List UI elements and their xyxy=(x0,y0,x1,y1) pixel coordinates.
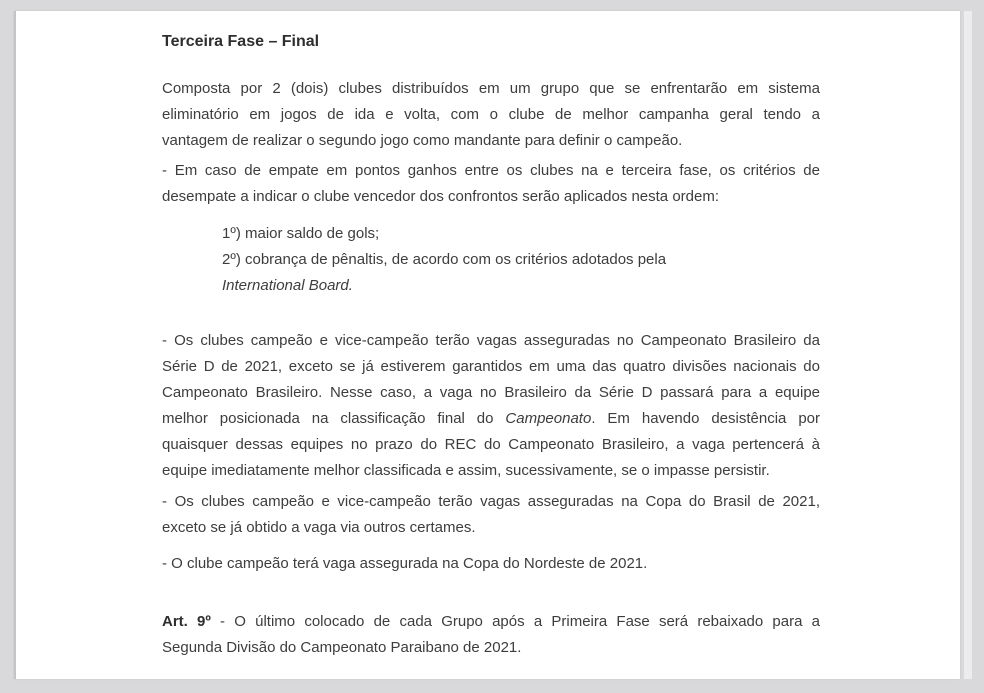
paragraph-serie-d-spots xyxy=(162,328,820,484)
tiebreak-criteria-list xyxy=(162,221,820,299)
document-content xyxy=(16,11,960,661)
paragraph-copa-brasil xyxy=(162,489,820,541)
text-line: equipe imediatamente melhor classificada e assim, sucessivamente, se o impasse persistir. xyxy=(162,462,770,479)
text-segment: . Em havendo desistência por xyxy=(591,410,820,427)
text-line: Campeonato Brasileiro. Nesse caso, a vaga no Brasileiro da Série D passará para a equipe xyxy=(162,384,820,401)
text-line: - Os clubes campeão e vice-campeão terão vagas asseguradas no Campeonato Brasileiro da xyxy=(162,332,820,349)
text-line: - Em caso de empate em pontos ganhos entre os clubes na e terceira fase, os critérios de xyxy=(162,162,820,179)
article-number: Art. 9º xyxy=(162,613,211,630)
text-line: vantagem de realizar o segundo jogo como mandante para definir o campeão. xyxy=(162,132,683,149)
page-title: Terceira Fase – Final xyxy=(162,33,320,50)
text-line: exceto se já obtido a vaga via outros certames. xyxy=(162,519,476,536)
text-segment: - O último colocado de cada Grupo após a Primeira Fase será rebaixado para a xyxy=(210,613,820,630)
paragraph-article-9 xyxy=(162,609,820,661)
text-line: Composta por 2 (dois) clubes distribuídos em um grupo que se enfrentarão em sistema xyxy=(162,80,820,97)
text-line: quaisquer dessas equipes no prazo do REC do Campeonato Brasileiro, a vaga pertencerá à xyxy=(162,436,820,453)
text-segment-italic: Campeonato xyxy=(505,410,592,427)
text-line: - O clube campeão terá vaga assegurada na Copa do Nordeste de 2021. xyxy=(162,555,648,572)
list-item: 2º) cobrança de pênaltis, de acordo com os critérios adotados pela xyxy=(222,251,667,268)
paragraph-tiebreak-intro xyxy=(162,158,820,210)
paragraph-composition xyxy=(162,76,820,154)
text-line: desempate a indicar o clube vencedor dos confrontos serão aplicados nesta ordem: xyxy=(162,188,719,205)
text-line xyxy=(162,609,820,635)
text-line xyxy=(162,406,820,432)
paragraph-copa-nordeste xyxy=(162,551,820,577)
page-edge-strip xyxy=(964,11,972,679)
list-item-continuation: International Board. xyxy=(222,277,353,294)
text-line: eliminatório em jogos de ida e volta, com o clube de melhor campanha geral tendo a xyxy=(162,106,820,123)
text-line: Série D de 2021, exceto se já estiverem garantidos em uma das quatro divisões nacionais do xyxy=(162,358,820,375)
text-line: Segunda Divisão do Campeonato Paraibano de 2021. xyxy=(162,639,522,656)
document-page xyxy=(14,11,960,679)
text-line: - Os clubes campeão e vice-campeão terão vagas asseguradas na Copa do Brasil de 2021, xyxy=(162,493,820,510)
list-item: 1º) maior saldo de gols; xyxy=(222,225,380,242)
text-segment: melhor posicionada na classificação final do xyxy=(162,410,506,427)
